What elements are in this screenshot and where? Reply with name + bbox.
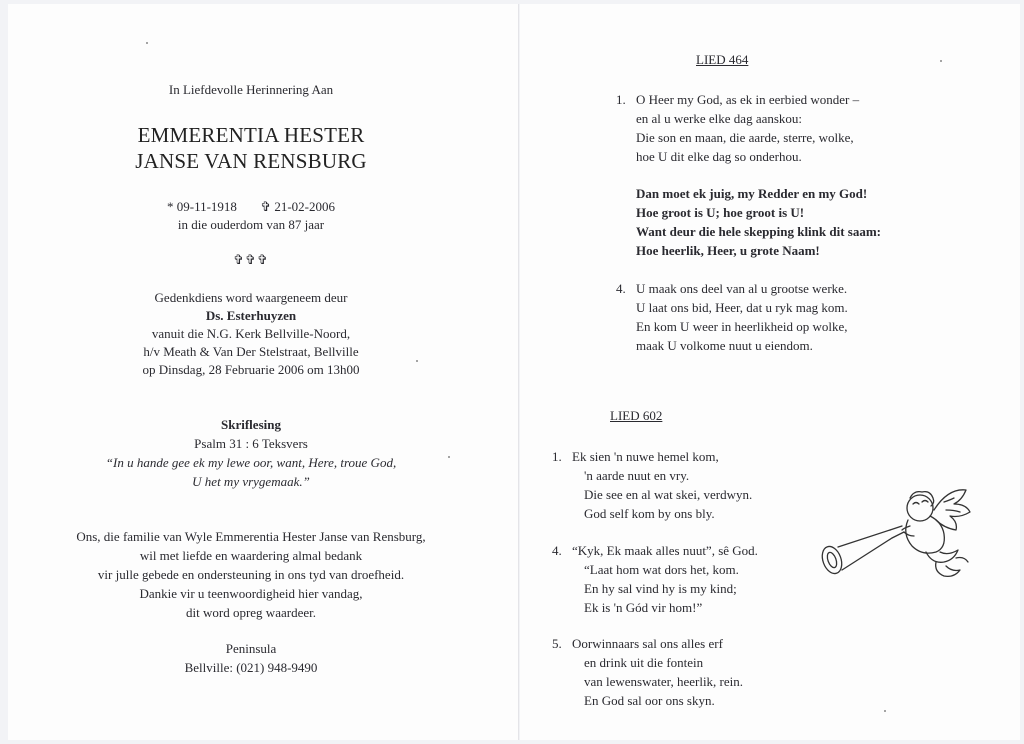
verse-line: Ek sien 'n nuwe hemel kom,	[572, 449, 719, 464]
verse-number: 4.	[616, 281, 626, 296]
verse-line: “Kyk, Ek maak alles nuut”, sê God.	[572, 543, 758, 558]
scripture-reading	[8, 415, 494, 491]
verse-line: Die see en al wat skei, verdwyn.	[584, 487, 753, 502]
verse-line: U laat ons bid, Heer, dat u ryk mag kom.	[636, 300, 848, 315]
hymn-464-refrain	[636, 184, 881, 260]
scripture-quote: “In u hande gee ek my lewe oor, want, Here, troue God,	[105, 455, 397, 470]
name-line-1: EMMERENTIA HESTER	[137, 123, 365, 147]
hymn-602-verse-5	[552, 634, 744, 710]
right-page	[520, 4, 1020, 740]
refrain-line: Hoe heerlik, Heer, u grote Naam!	[636, 243, 820, 258]
verse-line: maak U volkome nuut u eiendom.	[636, 338, 813, 353]
undertaker-info	[8, 639, 494, 677]
trumpet-angel-icon	[816, 480, 976, 590]
thanks-line: wil met liefde en waardering almal bedank	[139, 548, 363, 563]
minister-name: Ds. Esterhuyzen	[205, 308, 297, 323]
service-line: op Dinsdag, 28 Februarie 2006 om 13h00	[142, 362, 360, 377]
scripture-heading: Skriflesing	[221, 417, 281, 432]
verse-line: Die son en maan, die aarde, sterre, wolke,	[636, 130, 854, 145]
service-line: vanuit die N.G. Kerk Bellville-Noord,	[151, 326, 351, 341]
verse-number: 4.	[552, 543, 562, 558]
hymn-602-title: LIED 602	[610, 408, 663, 423]
verse-line: en drink uit die fontein	[584, 655, 704, 670]
refrain-line: Dan moet ek juig, my Redder en my God!	[636, 186, 868, 201]
name-line-2: JANSE VAN RENSBURG	[135, 149, 367, 173]
refrain-line: Hoe groot is U; hoe groot is U!	[636, 205, 805, 220]
verse-line: En hy sal vind hy is my kind;	[584, 581, 737, 596]
verse-number: 5.	[552, 636, 562, 651]
hymn-464-verse-4	[616, 279, 848, 355]
hymn-602-verse-4	[552, 541, 758, 617]
verse-line: van lewenswater, heerlik, rein.	[584, 674, 744, 689]
verse-line: En kom U weer in heerlikheid op wolke,	[636, 319, 848, 334]
verse-line: “Laat hom wat dors het, kom.	[584, 562, 739, 577]
hymn-602-verse-1	[552, 447, 753, 523]
undertaker-name: Peninsula	[225, 641, 277, 656]
hymn-464-verse-1	[616, 90, 860, 166]
refrain-line: Want deur die hele skepping klink dit saam:	[636, 224, 882, 239]
verse-line: Oorwinnaars sal ons alles erf	[572, 636, 723, 651]
verse-line: Ek is 'n Gód vir hom!”	[584, 600, 703, 615]
deceased-name	[8, 122, 494, 174]
thanks-line: dit word opreg waardeer.	[186, 605, 316, 620]
verse-line: O Heer my God, as ek in eerbied wonder –	[636, 92, 860, 107]
verse-line: U maak ons deel van al u grootse werke.	[636, 281, 848, 296]
family-thanks	[8, 527, 494, 622]
scripture-reference: Psalm 31 : 6 Teksvers	[194, 436, 308, 451]
verse-line: En God sal oor ons skyn.	[584, 693, 715, 708]
death-date: ✞ 21-02-2006	[260, 199, 335, 214]
service-line: h/v Meath & Van Der Stelstraat, Bellville	[143, 344, 359, 359]
thanks-line: vir julle gebede en ondersteuning in ons tyd van droefheid.	[97, 567, 405, 582]
verse-line: God self kom by ons bly.	[584, 506, 715, 521]
memorial-intro: In Liefdevolle Herinnering Aan	[168, 82, 334, 97]
verse-line: en al u werke elke dag aanskou:	[636, 111, 803, 126]
service-details	[8, 289, 494, 379]
thanks-line: Ons, die familie van Wyle Emmerentia Hester Janse van Rensburg,	[76, 529, 426, 544]
age-text: in die ouderdom van 87 jaar	[177, 217, 325, 232]
cross-icon: ✞✞✞	[233, 252, 269, 267]
verse-number: 1.	[616, 92, 626, 107]
scripture-quote: U het my vrygemaak.”	[192, 474, 310, 489]
verse-line: hoe U dit elke dag so onderhou.	[636, 149, 802, 164]
verse-line: 'n aarde nuut en vry.	[584, 468, 690, 483]
left-page	[8, 4, 518, 740]
verse-number: 1.	[552, 449, 562, 464]
thanks-line: Dankie vir u teenwoordigheid hier vandag,	[139, 586, 363, 601]
birth-date: * 09-11-1918	[167, 199, 237, 214]
hymn-464-title: LIED 464	[696, 52, 749, 67]
undertaker-phone: Bellville: (021) 948-9490	[184, 660, 318, 675]
service-line: Gedenkdiens word waargeneem deur	[154, 290, 348, 305]
life-dates	[8, 198, 494, 234]
